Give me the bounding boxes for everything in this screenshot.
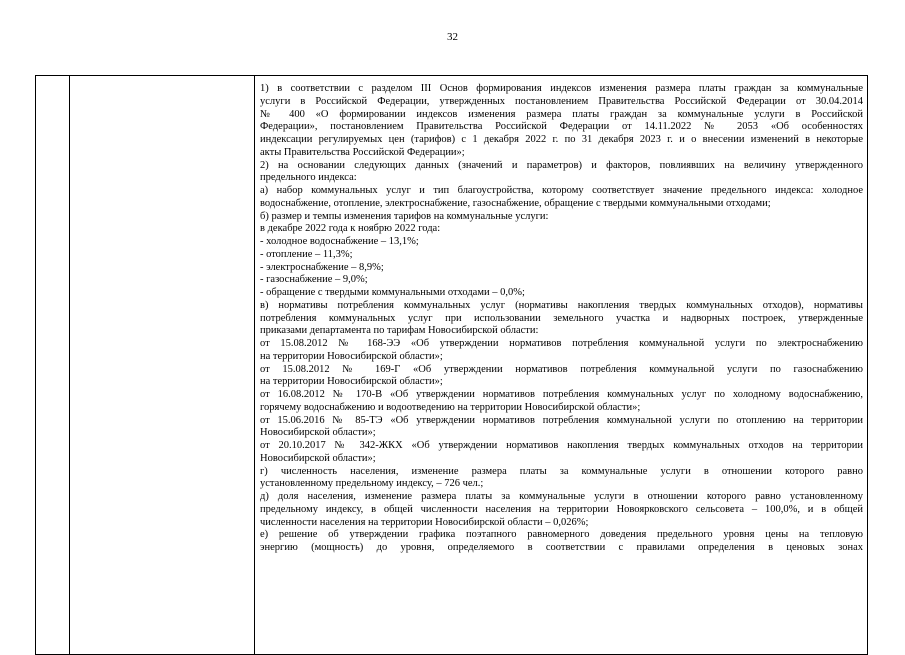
text-line: а) набор коммунальных услуг и тип благоустройства, которому соответствует значение предельного индекса: холодное <box>260 185 863 196</box>
text-line: водоснабжение, отопление, электроснабжение, газоснабжение, обращение с твердыми коммунальными отходами; <box>260 197 771 209</box>
text-line: - отопление – 11,3%; <box>260 248 353 260</box>
text-line: - холодное водоснабжение – 13,1%; <box>260 236 419 247</box>
page-number: 32 <box>447 31 458 43</box>
text-line: Новосибирской области»; <box>260 452 376 464</box>
text-line: 2) на основании следующих данных (значений и параметров) и факторов, повлиявших на величину утвержденного <box>260 159 863 171</box>
text-line: предельного индекса: <box>260 172 357 184</box>
text-line: услуги в Российской Федерации, утвержденных постановлением Правительства Российской Федерации от 30.04.2014 <box>260 95 863 107</box>
text-line: Федерации», постановлением Правительства Российской Федерации от 14.11.2022 № 2053 «Об особенностях <box>260 121 863 133</box>
text-line: е) решение об утверждении графика поэтапного равномерного доведения предельного уровня цены на тепловую <box>260 529 863 541</box>
text-line: акты Правительства Российской Федерации»; <box>260 146 465 158</box>
text-line: горячему водоснабжению и водоотведению на территории Новосибирской области»; <box>260 401 641 413</box>
text-line: № 400 «О формировании индексов изменения размера платы граждан за коммунальные услуги в Российской <box>260 108 863 120</box>
text-line: - обращение с твердыми коммунальными отходами – 0,0%; <box>260 287 525 298</box>
text-line: г) численность населения, изменение размера платы за коммунальные услуги в отношении которого равно <box>260 465 863 477</box>
text-line: от 15.08.2012 № 168-ЭЭ «Об утверждении нормативов потребления коммунальной услуги по электроснабжению <box>260 338 863 349</box>
text-line: б) размер и темпы изменения тарифов на коммунальные услуги: <box>260 210 549 222</box>
text-line: численности населения на территории Новосибирской области – 0,026%; <box>260 516 589 528</box>
text-line: индексации регулируемых цен (тарифов) с 1 декабря 2022 г. по 31 декабря 2023 г. и о внесении изменений в некоторые <box>260 134 863 145</box>
text-line: в декабре 2022 года к ноябрю 2022 года: <box>260 223 441 235</box>
table-cell-text <box>260 83 863 555</box>
table-column-divider <box>254 76 255 654</box>
text-line: от 15.08.2012 № 169-Г «Об утверждении нормативов потребления коммунальной услуги по газоснабжению <box>260 363 863 375</box>
text-line: - газоснабжение – 9,0%; <box>260 274 368 286</box>
text-line: от 16.08.2012 № 170-В «Об утверждении нормативов потребления коммунальных услуг по холодному водоснабжению, <box>260 389 863 400</box>
text-line: д) доля населения, изменение размера платы за коммунальные услуги в отношении которого равно установленному <box>260 491 863 502</box>
document-table <box>35 75 868 655</box>
text-line: - электроснабжение – 8,9%; <box>260 261 384 273</box>
text-line: 1) в соответствии с разделом III Основ формирования индексов изменения размера платы граждан за коммунальные <box>260 83 863 94</box>
table-column-divider <box>69 76 70 654</box>
text-line: энергию (мощность) до уровня, определяемого в соответствии с правилами определения в ценовых зонах <box>260 542 863 553</box>
text-line: потребления коммунальных услуг при использовании земельного участка и надворных построек, утвержденные <box>260 312 863 324</box>
text-line: приказами департамента по тарифам Новосибирской области: <box>260 325 539 337</box>
text-line: Новосибирской области»; <box>260 427 376 439</box>
text-line: на территории Новосибирской области»; <box>260 376 443 388</box>
text-line: установленному предельному индексу, – 726 чел.; <box>260 478 484 490</box>
text-line: в) нормативы потребления коммунальных услуг (нормативы накопления твердых коммунальных отходов), нормативы <box>260 299 863 311</box>
text-line: от 20.10.2017 № 342-ЖКХ «Об утверждении нормативов накопления твердых коммунальных отходов на территории <box>260 440 863 451</box>
text-line: предельному индексу, в общей численности населения на территории Новоярковского сельсовета – 100,0%, и в общей <box>260 503 863 515</box>
text-line: от 15.06.2016 № 85-ТЭ «Об утверждении нормативов потребления коммунальной услуги по отоплению на территории <box>260 414 863 426</box>
text-line: на территории Новосибирской области»; <box>260 350 443 362</box>
